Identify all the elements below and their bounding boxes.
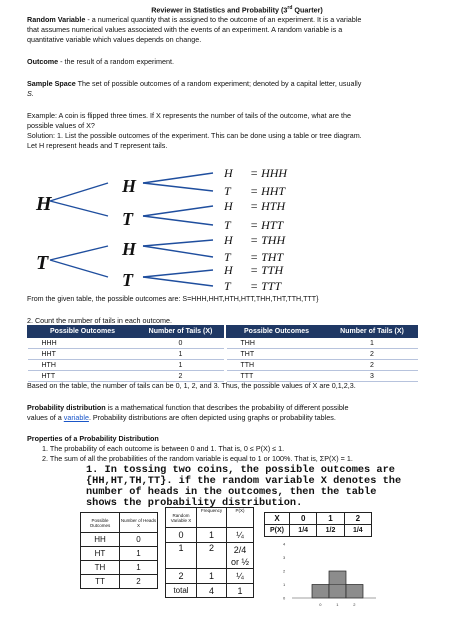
tree-l3-node-0: H	[224, 166, 233, 180]
table-row: TH 1	[81, 561, 158, 575]
y-tick-label: 0	[283, 595, 286, 601]
tree-l2-node-3: T	[122, 270, 133, 290]
problem-line1: 1. In tossing two coins, the possible outcomes are	[86, 464, 395, 476]
tails-header-number-2: Number of Tails (X)	[327, 326, 418, 338]
probability-distribution-definition: Probability distribution is a mathematical function that describes the probability of different possible	[27, 403, 349, 412]
tails-table-right	[226, 325, 418, 382]
tree-l3-node-7: T	[224, 279, 231, 293]
tails-table-left	[27, 325, 224, 382]
table-row: Possible Outcomes Number of Heads X	[81, 513, 158, 533]
tree-l3-node-5: T	[224, 250, 231, 264]
solution-line: Solution: 1. List the possible outcomes of the experiment. This can be done using a table or tree diagram.	[27, 131, 362, 140]
tree-result-5: = THT	[250, 250, 284, 264]
tails-header-outcomes-2: Possible Outcomes	[227, 326, 327, 338]
x-tick-label: 2	[353, 602, 356, 607]
tree-l3-node-6: H	[224, 263, 233, 277]
x-tick-label: 1	[336, 602, 339, 607]
probability-distribution-table	[264, 512, 372, 537]
frequency-probability-table	[165, 507, 254, 598]
given-table-text: From the given table, the possible outcomes are: S=HHH,HHT,HTH,HTT,THH,THT,TTH,TTT}	[27, 295, 319, 303]
table-row: HT 1	[81, 547, 158, 561]
bar-2	[346, 585, 363, 599]
tree-l2-node-1: T	[122, 209, 133, 229]
example-line2: possible values of X?	[27, 121, 95, 130]
random-variable-definition: Random Variable - a numerical quantity that is assigned to the outcome of an experiment. It is a variable	[27, 15, 362, 24]
tree-diagram	[0, 146, 474, 296]
probability-histogram	[276, 540, 386, 610]
random-variable-line2: that assumes numerical values associated with the events of an experiment. A random variable is a	[27, 25, 343, 34]
y-tick-label: 3	[283, 555, 286, 560]
tree-result-0: = HHH	[250, 166, 288, 180]
y-tick-label: 1	[283, 582, 286, 587]
table-row: 1 2 2/4 or ½	[166, 543, 254, 569]
step-two-text: 2. Count the number of tails in each outcome.	[27, 316, 173, 325]
based-on-table-text: Based on the table, the number of tails can be 0, 1, 2, and 3. Thus, the possible values of X are 0,1,2,3.	[27, 381, 356, 390]
tree-result-2: = HTH	[250, 199, 286, 213]
bar-0	[312, 585, 329, 599]
table-row: HTH 1	[28, 360, 224, 371]
table-row: P(X) 1/4 1/2 1/4	[265, 525, 372, 537]
tails-header-number: Number of Tails (X)	[138, 326, 224, 338]
y-tick-label: 2	[283, 568, 286, 574]
random-variable-line3: quantitative variable which values depends on change.	[27, 35, 202, 44]
tree-l3-node-1: T	[224, 184, 231, 198]
tree-l2-node-2: H	[122, 239, 137, 259]
sample-space-definition: Sample Space The set of possible outcomes of a random experiment; denoted by a capital letter, usually	[27, 79, 362, 88]
table-row: 2 1 ¼	[166, 569, 254, 584]
outcome-definition: Outcome - the result of a random experiment.	[27, 57, 175, 66]
tree-result-4: = THH	[250, 233, 286, 247]
variable-link[interactable]: variable	[63, 413, 89, 422]
tree-result-3: = HTT	[250, 218, 284, 232]
example-line1: Example: A coin is flipped three times. If X represents the number of tails of the outcome, what are the	[27, 111, 352, 120]
tree-result-1: = HHT	[250, 184, 286, 198]
table-row: TT 2	[81, 575, 158, 589]
table-row: HHT 1	[28, 349, 224, 360]
table-row: TTT 3	[227, 371, 418, 382]
y-tick-label: 4	[283, 541, 286, 547]
problem-line2: {HH,HT,TH,TT}. if the random variable X denotes the	[86, 475, 402, 487]
table-row: total 4 1	[166, 584, 254, 598]
solution-line2: Let H represent heads and T represent tails.	[27, 141, 168, 150]
tree-l1-node-1: T	[36, 252, 49, 274]
problem-line4: shows the probability distribution.	[86, 497, 303, 509]
sample-space-line2: S.	[27, 89, 34, 98]
table-row: TTH 2	[227, 360, 418, 371]
properties-heading: Properties of a Probability Distribution	[27, 434, 159, 443]
tree-l3-node-3: T	[224, 218, 231, 232]
x-tick-label: 0	[319, 602, 322, 607]
tree-result-7: = TTT	[250, 279, 282, 293]
property-item-1: 1. The probability of each outcome is between 0 and 1. That is, 0 ≤ P(X) ≤ 1.	[42, 444, 285, 453]
table-row: THH 1	[227, 338, 418, 349]
tails-header-outcomes: Possible Outcomes	[28, 326, 138, 338]
table-row: HH 0	[81, 533, 158, 547]
tree-l3-node-4: H	[224, 233, 233, 247]
table-row: Random Variable X Frequency P(X)	[166, 508, 254, 528]
heads-outcome-table	[80, 512, 158, 589]
tree-l2-node-0: H	[122, 176, 137, 196]
problem-line3: number of heads in the outcomes, then the table	[86, 486, 377, 498]
tree-l3-node-2: H	[224, 199, 233, 213]
probability-distribution-line2: values of a variable. Probability distributions are often depicted using graphs or probability tables.	[27, 413, 336, 422]
table-row: THT 2	[227, 349, 418, 360]
tree-l1-node-0: H	[36, 193, 52, 215]
table-row: X 0 1 2	[265, 513, 372, 525]
table-row: HHH 0	[28, 338, 224, 349]
table-row: 0 1 ¼	[166, 528, 254, 543]
tree-result-6: = TTH	[250, 263, 284, 277]
page-title: Reviewer in Statistics and Probability (3rd Quarter)	[151, 5, 323, 15]
table-row: HTT 2	[28, 371, 224, 382]
property-item-2: 2. The sum of all the probabilities of the random variable is equal to 1 or 100%. That is, ΣP(X) = 1.	[42, 454, 353, 463]
